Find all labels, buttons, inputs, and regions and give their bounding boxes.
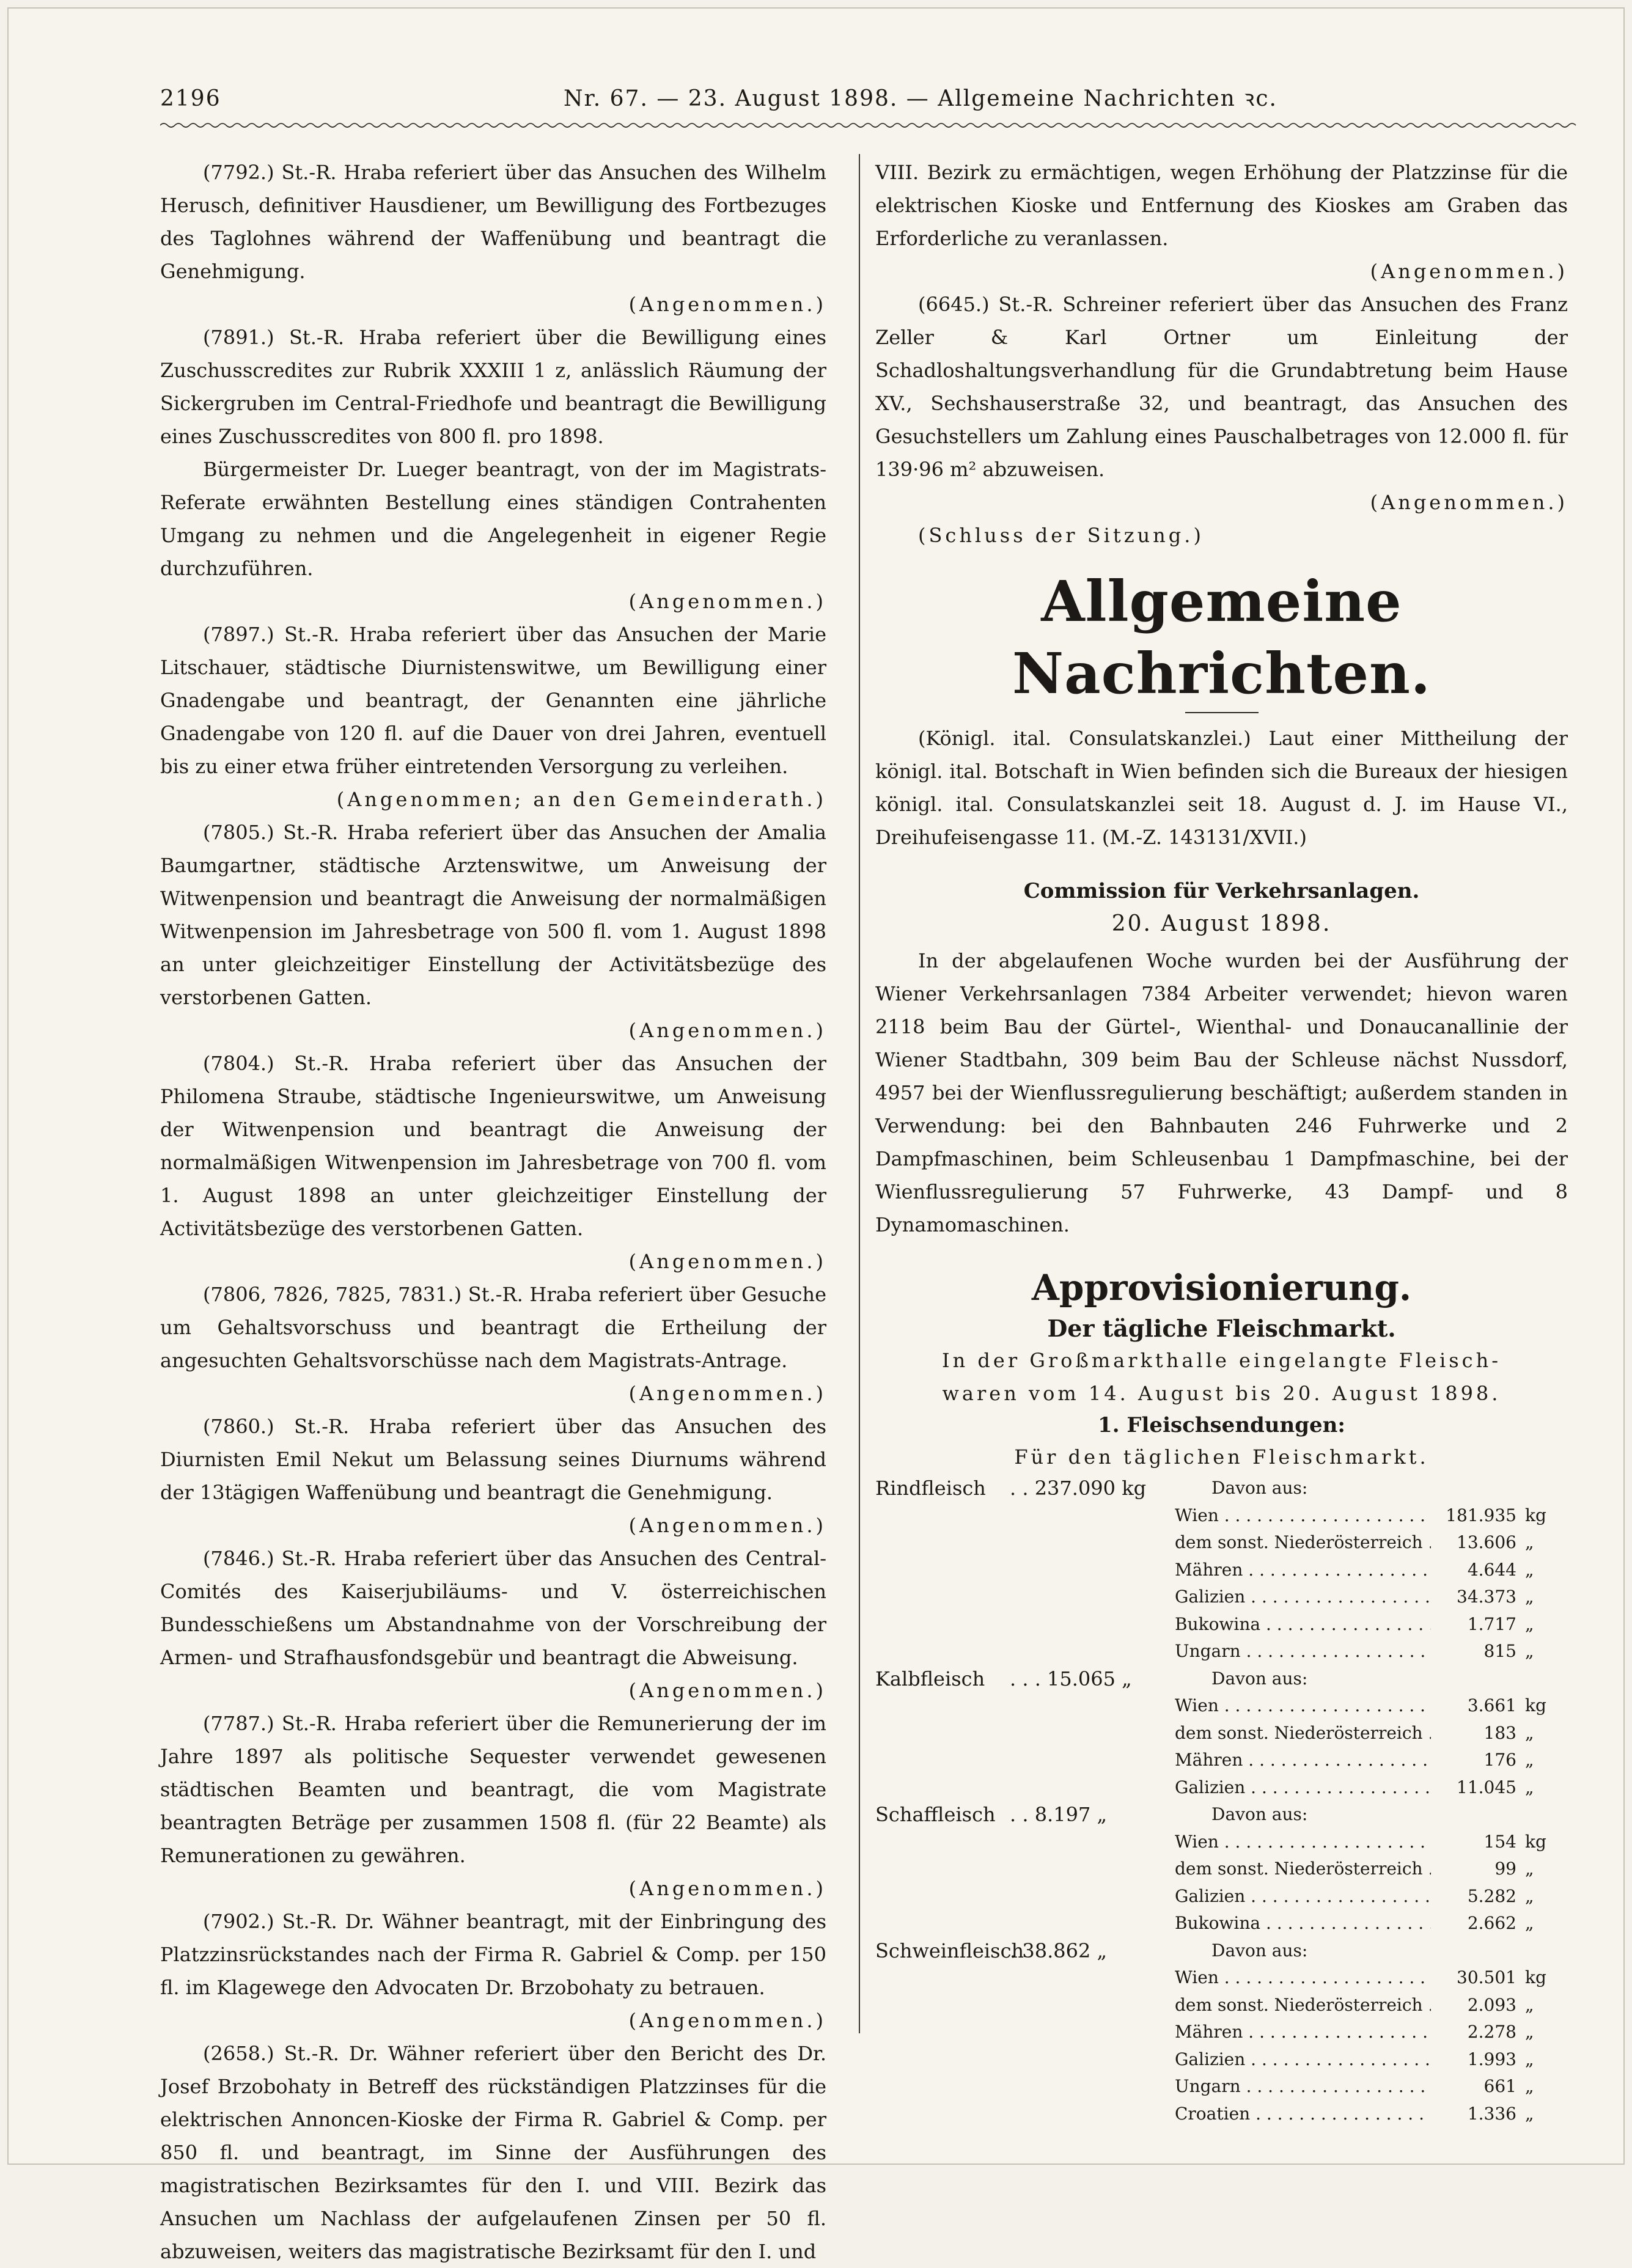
left-column xyxy=(160,156,826,2268)
origin-label: Croatien . . . xyxy=(1175,2101,1431,2128)
consulate-paragraph: (Königl. ital. Consulatskanzlei.) Laut einer Mittheilung der königl. ital. Botschaft in Wien befinden sich die Bureaux der hiesigen königl. ital. Consulatskanzlei seit 18. August d. J. im Hause VI., Dreihufeisengasse 11. (M.-Z. 143131/XVII.) xyxy=(875,727,1568,849)
market-intro-line-2: waren vom 14. August bis 20. August 1898. xyxy=(942,1382,1501,1405)
market-intro-line-1: In der Großmarkthalle eingelangte Fleisch- xyxy=(942,1349,1501,1372)
origin-label: dem sonst. Niederösterreich . . . xyxy=(1175,1992,1431,2019)
approvisionierung-title: Approvisionierung. xyxy=(1031,1267,1412,1308)
origin-row xyxy=(875,1611,1568,1639)
origin-row xyxy=(875,1584,1568,1611)
origin-label: Wien . . . xyxy=(1175,1829,1431,1856)
status-7804: (Angenommen.) xyxy=(628,1250,826,1273)
origin-row xyxy=(875,2046,1568,2074)
origin-row xyxy=(875,1774,1568,1802)
meat-total: . 38.862 „ xyxy=(1010,1939,1108,1962)
item-7806: (7806, 7826, 7825, 7831.) St.-R. Hraba referiert über Gesuche um Gehaltsvorschuss und beantragt die Ertheilung der angesuchten Gehaltsvorschüsse nach dem Magistrats-Antrage. xyxy=(160,1283,826,1372)
origin-label: Mähren . . . xyxy=(1175,1557,1431,1584)
item-lueger: Bürgermeister Dr. Lueger beantragt, von der im Magistrats-Referate erwähnten Bestellung eines ständigen Contrahenten Umgang zu nehmen und die Angelegenheit in eigener Regie durchzuführen. xyxy=(160,458,826,580)
status-7897: (Angenommen; an den Gemeinderath.) xyxy=(336,788,826,811)
origin-row xyxy=(875,1829,1568,1856)
origin-row xyxy=(875,1638,1568,1665)
origin-value: 13.606 xyxy=(1457,1532,1516,1552)
item-7805: (7805.) St.-R. Hraba referiert über das Ansuchen der Amalia Baumgartner, städtische Arztenswitwe, um Anweisung der Witwenpension und beantragt die Anweisung der normalmäßigen Witwenpension im Jahresbetrage von 500 fl. vom 1. August 1898 an unter gleichzeitiger Einstellung der Activitätsbezüge des verstorbenen Gatten. xyxy=(160,821,826,1009)
origin-value: 1.336 xyxy=(1467,2103,1516,2124)
origin-label: Wien . . . xyxy=(1175,1502,1431,1530)
origin-value: 176 xyxy=(1483,1750,1516,1770)
right-column xyxy=(875,156,1568,2127)
meat-name: Schaffleisch xyxy=(875,1803,996,1826)
origin-value: 2.093 xyxy=(1467,1994,1516,2015)
meat-total: . . 237.090 kg xyxy=(1010,1477,1147,1500)
origin-row xyxy=(875,1692,1568,1720)
meat-table xyxy=(875,1475,1568,2127)
origin-value: 1.717 xyxy=(1467,1613,1516,1634)
header-rule xyxy=(160,121,1581,130)
item-7891: (7891.) St.-R. Hraba referiert über die Bewilligung eines Zuschusscredites zur Rubrik XXXIII 1 z, anlässlich Räumung der Sickergruben im Central-Friedhofe und beantragt die Bewilligung eines Zuschusscredites von 800 fl. pro 1898. xyxy=(160,326,826,448)
status-7846: (Angenommen.) xyxy=(628,1679,826,1702)
origin-unit: „ xyxy=(1525,1750,1534,1770)
origin-unit: kg xyxy=(1525,1831,1546,1852)
origin-row xyxy=(875,1529,1568,1557)
origin-value: 661 xyxy=(1483,2076,1516,2096)
item-7804: (7804.) St.-R. Hraba referiert über das Ansuchen der Philomena Straube, städtische Ingenieurswitwe, um Anweisung der Witwenpension und beantragt die Anweisung der normalmäßigen Witwenpension im Jahresbetrage von 700 fl. vom 1. August 1898 an unter gleichzeitiger Einstellung der Activitätsbezüge des verstorbenen Gatten. xyxy=(160,1052,826,1240)
meat-name: Schweinfleisch xyxy=(875,1939,1024,1962)
origin-value: 34.373 xyxy=(1457,1587,1516,1607)
origin-value: 30.501 xyxy=(1457,1967,1516,1987)
origin-value: 2.662 xyxy=(1467,1913,1516,1933)
meat-name: Kalbfleisch xyxy=(875,1667,985,1690)
origin-label: Ungarn . . . xyxy=(1175,2073,1431,2101)
origin-label: Wien . . . xyxy=(1175,1692,1431,1720)
page-number: 2196 xyxy=(160,86,221,111)
origin-unit: „ xyxy=(1525,1641,1534,1661)
item-2658: (2658.) St.-R. Dr. Wähner referiert über den Bericht des Dr. Josef Brzobohaty in Betreff des rückständigen Platzzinses für die elektrischen Annoncen-Kioske der Firma R. Gabriel & Comp. per 850 fl. und beantragt, im Sinne der Ausführungen des magistratischen Bezirksamtes für den I. und VIII. Bezirk das Ansuchen um Nachlass der aufgelaufenen Zinsen per 50 fl. abzuweisen, weiters das magistratische Bezirksamt für den I. und xyxy=(160,2042,826,2263)
continuation-text: VIII. Bezirk zu ermächtigen, wegen Erhöhung der Platzzinse für die elektrischen Kioske und Entfernung des Kioskes am Graben das Erforderliche zu veranlassen. xyxy=(875,161,1568,250)
shipments-title: 1. Fleischsendungen: xyxy=(1098,1413,1345,1437)
meat-group xyxy=(875,1475,1568,1665)
origin-label: Ungarn . . . xyxy=(1175,1638,1431,1665)
item-7897: (7897.) St.-R. Hraba referiert über das Ansuchen der Marie Litschauer, städtische Diurnistenswitwe, um Bewilligung einer Gnadengabe und beantragt, der Genannten eine jährliche Gnadengabe von 120 fl. auf die Dauer von drei Jahren, eventuell bis zu einer etwa früher eintretenden Versorgung zu verleihen. xyxy=(160,623,826,778)
origin-row xyxy=(875,1720,1568,1747)
origin-value: 154 xyxy=(1483,1831,1516,1852)
origin-row xyxy=(875,1910,1568,1937)
meat-group xyxy=(875,1665,1568,1802)
origin-row xyxy=(875,2019,1568,2046)
origin-unit: „ xyxy=(1525,1777,1534,1797)
origin-label: Galizien . . . xyxy=(1175,1584,1431,1611)
origin-row xyxy=(875,1855,1568,1883)
origin-unit: „ xyxy=(1525,2103,1534,2124)
origin-row xyxy=(875,1502,1568,1530)
item-6645: (6645.) St.-R. Schreiner referiert über das Ansuchen des Franz Zeller & Karl Ortner um Einleitung der Schadloshaltungsverhandlung für die Grundabtretung beim Hause XV., Sechshauserstraße 32, und beantragt, das Ansuchen des Gesuchstellers um Zahlung eines Pauschalbetrages von 12.000 fl. für 139·96 m² abzuweisen. xyxy=(875,293,1568,481)
origin-unit: „ xyxy=(1525,2049,1534,2069)
origin-value: 5.282 xyxy=(1467,1885,1516,1906)
status-lueger: (Angenommen.) xyxy=(628,590,826,613)
status-7787: (Angenommen.) xyxy=(628,1877,826,1900)
origin-label: Galizien . . . xyxy=(1175,2046,1431,2074)
item-7792: (7792.) St.-R. Hraba referiert über das Ansuchen des Wilhelm Herusch, definitiver Hausdiener, um Bewilligung des Fortbezuges des Taglohnes während der Waffenübung und beantragt die Genehmigung. xyxy=(160,161,826,283)
origin-unit: „ xyxy=(1525,1722,1534,1743)
origin-unit: „ xyxy=(1525,1559,1534,1580)
origin-row xyxy=(875,1964,1568,1992)
origin-row xyxy=(875,2101,1568,2128)
item-7846: (7846.) St.-R. Hraba referiert über das Ansuchen des Central-Comités des Kaiserjubiläums- und V. österreichischen Bundesschießens um Abstandnahme von der Vorschreibung der Armen- und Strafhausfondsgebür und beantragt die Abweisung. xyxy=(160,1547,826,1669)
origin-label: Mähren . . . xyxy=(1175,1747,1431,1774)
origin-value: 181.935 xyxy=(1446,1505,1516,1525)
origin-unit: „ xyxy=(1525,1885,1534,1906)
origin-value: 11.045 xyxy=(1457,1777,1516,1797)
page-header xyxy=(160,81,1581,117)
origin-unit: kg xyxy=(1525,1695,1546,1716)
origin-unit: „ xyxy=(1525,1994,1534,2015)
running-title: Nr. 67. — 23. August 1898. — Allgemeine Nachrichten ꝛc. xyxy=(564,86,1277,111)
origin-unit: „ xyxy=(1525,1532,1534,1552)
origin-unit: „ xyxy=(1525,1613,1534,1634)
origin-row xyxy=(875,1992,1568,2019)
meat-total: . . . 15.065 „ xyxy=(1010,1667,1132,1690)
origin-value: 2.278 xyxy=(1467,2022,1516,2042)
status-7806: (Angenommen.) xyxy=(628,1382,826,1405)
origin-label: Galizien . . . xyxy=(1175,1774,1431,1802)
item-7787: (7787.) St.-R. Hraba referiert über die Remunerierung der im Jahre 1897 als politische Sequester verwendet gewesenen städtischen Beamten und beantragt, die vom Magistrate beantragten Beträge per zusammen 1508 fl. (für 22 Beamte) als Remunerationen zu gewähren. xyxy=(160,1712,826,1867)
column-divider xyxy=(859,154,860,2033)
davon-label: Davon aus: xyxy=(1211,1478,1308,1498)
item-7860: (7860.) St.-R. Hraba referiert über das Ansuchen des Diurnisten Emil Nekut um Belassung seines Diurnums während der 13tägigen Waffenübung und beantragt die Genehmigung. xyxy=(160,1415,826,1504)
origin-value: 815 xyxy=(1483,1641,1516,1661)
origin-value: 99 xyxy=(1494,1859,1516,1879)
meat-total: . . 8.197 „ xyxy=(1010,1803,1108,1826)
origin-unit: kg xyxy=(1525,1505,1546,1525)
status-7792: (Angenommen.) xyxy=(628,293,826,316)
title-rule xyxy=(1185,712,1259,713)
market-title: Der tägliche Fleischmarkt. xyxy=(1047,1315,1396,1342)
origin-label: Galizien . . . xyxy=(1175,1883,1431,1910)
origin-unit: kg xyxy=(1525,1967,1546,1987)
origin-label: dem sonst. Niederösterreich . . . xyxy=(1175,1529,1431,1557)
item-7902: (7902.) St.-R. Dr. Wähner beantragt, mit der Einbringung des Platzzinsrückstandes nach der Firma R. Gabriel & Comp. per 150 fl. im Klagewege den Advocaten Dr. Brzobohaty zu betrauen. xyxy=(160,1910,826,1999)
commission-title: Commission für Verkehrsanlagen. xyxy=(1023,879,1420,903)
status-7902: (Angenommen.) xyxy=(628,2009,826,2032)
origin-label: Mähren . . . xyxy=(1175,2019,1431,2046)
origin-label: dem sonst. Niederösterreich . . . xyxy=(1175,1855,1431,1883)
commission-date: 20. August 1898. xyxy=(1111,911,1332,936)
origin-row xyxy=(875,2073,1568,2101)
meat-group xyxy=(875,1937,1568,2128)
origin-unit: „ xyxy=(1525,1913,1534,1933)
origin-label: Bukowina . . . xyxy=(1175,1910,1431,1937)
status-7860: (Angenommen.) xyxy=(628,1514,826,1537)
origin-row xyxy=(875,1747,1568,1774)
continuation-status: (Angenommen.) xyxy=(1370,260,1568,283)
origin-value: 183 xyxy=(1483,1722,1516,1743)
davon-label: Davon aus: xyxy=(1211,1804,1308,1824)
origin-row xyxy=(875,1557,1568,1584)
origin-value: 1.993 xyxy=(1467,2049,1516,2069)
meat-group xyxy=(875,1801,1568,1937)
origin-unit: „ xyxy=(1525,2076,1534,2096)
origin-label: dem sonst. Niederösterreich . . . xyxy=(1175,1720,1431,1747)
origin-unit: „ xyxy=(1525,1859,1534,1879)
session-closing: (Schluss der Sitzung.) xyxy=(918,524,1204,547)
davon-label: Davon aus: xyxy=(1211,1668,1308,1689)
section-title: Allgemeine Nachrichten. xyxy=(1012,568,1431,706)
origin-label: Wien . . . xyxy=(1175,1964,1431,1992)
meat-name: Rindfleisch xyxy=(875,1477,986,1500)
status-7805: (Angenommen.) xyxy=(628,1019,826,1042)
commission-paragraph: In der abgelaufenen Woche wurden bei der Ausführung der Wiener Verkehrsanlagen 7384 Arbeiter verwendet; hievon waren 2118 beim Bau der Gürtel-, Wienthal- und Donaucanallinie der Wiener Stadtbahn, 309 beim Bau der Schleuse nächst Nussdorf, 4957 bei der Wienflussregulierung beschäftigt; außerdem standen in Verwendung: bei den Bahnbauten 246 Fuhrwerke und 2 Dampfmaschinen, beim Schleusenbau 1 Dampfmaschine, bei der Wienflussregulierung 57 Fuhrwerke, 43 Dampf- und 8 Dynamomaschinen. xyxy=(875,949,1568,1236)
for-market-line: Für den täglichen Fleischmarkt. xyxy=(1014,1445,1429,1469)
origin-value: 4.644 xyxy=(1467,1559,1516,1580)
davon-label: Davon aus: xyxy=(1211,1940,1308,1961)
origin-row xyxy=(875,1883,1568,1910)
origin-unit: „ xyxy=(1525,1587,1534,1607)
origin-value: 3.661 xyxy=(1467,1695,1516,1716)
origin-label: Bukowina . . . xyxy=(1175,1611,1431,1639)
status-6645: (Angenommen.) xyxy=(1370,491,1568,514)
origin-unit: „ xyxy=(1525,2022,1534,2042)
